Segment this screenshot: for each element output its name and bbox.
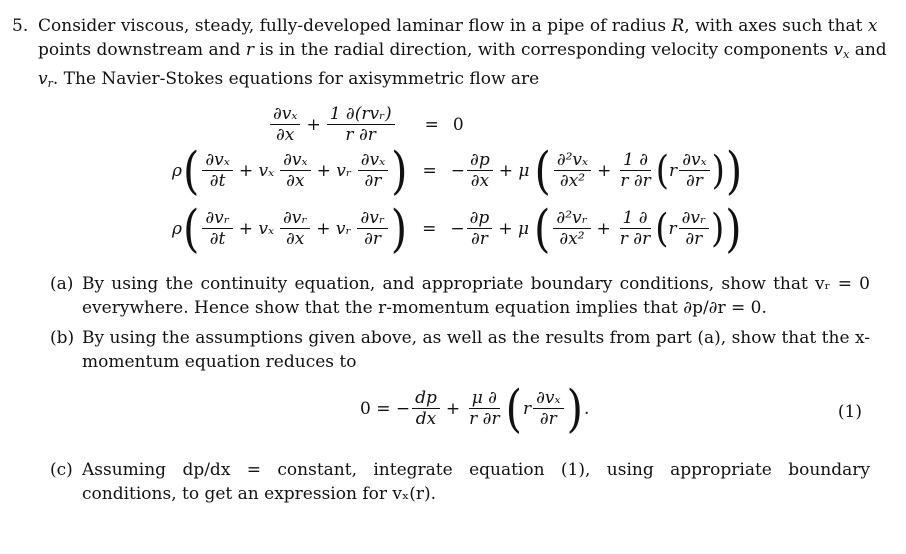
- part-b-text: By using the assumptions given above, as well as the results from part (a), show that the x-momentum equation reduces to: [82, 328, 870, 372]
- part-a-label: (a): [50, 274, 74, 294]
- equation-1: 0 = − $\frac{dp}{dx}$ + $\frac{\mu \partial}{r \partial r}$ ( r $\frac{\text{∂vₓ}}{\partial r}$ ) .: [360, 378, 590, 438]
- equation-number: (1): [837, 402, 862, 422]
- part-a: [50, 272, 870, 320]
- frac-drvr-dr: $\frac{\text{1 ∂(rvᵣ)}}{r \partial r}$: [327, 104, 395, 145]
- r-momentum-equation: ρ ( $\frac{\text{∂vᵣ}}{\partial t}$ + vₓ $\frac{\text{∂vᵣ}}{\partial x}$ + vᵣ $\frac{\text{∂vᵣ}}{\partial r}$ ) = − $\frac{\partial p}{\partial r}$ + μ ( $\frac{\text{∂²vᵣ}}{\text{∂x²}}$ + $\frac{1 \partial}{r \partial r}$ ( r $\frac{\text{∂vᵣ}}{\partial r}$ ) ): [172, 198, 742, 258]
- intro-text: Consider viscous, steady, fully-developed laminar flow in a pipe of radius R, with axes such that x points downstream and r is in the radial direction, with corresponding velocity components $v_x$ and $v_r$. The Navier-Stokes equations for axisymmetric flow are: [38, 16, 887, 90]
- part-c-label: (c): [50, 460, 73, 480]
- part-a-text: By using the continuity equation, and appropriate boundary conditions, show that vᵣ = 0 everywhere. Hence show that the r-momentum equation implies that ∂p/∂r = 0.: [82, 274, 870, 318]
- x-momentum-equation: ρ ( $\frac{\text{∂vₓ}}{\partial t}$ + vₓ $\frac{\text{∂vₓ}}{\partial x}$ + vᵣ $\frac{\text{∂vₓ}}{\partial r}$ ) = − $\frac{\partial p}{\partial x}$ + μ ( $\frac{\text{∂²vₓ}}{\text{∂x²}}$ + $\frac{1 \partial}{r \partial r}$ ( r $\frac{\text{∂vₓ}}{\partial r}$ ) ): [172, 140, 743, 200]
- problem-number: 5.: [12, 16, 29, 36]
- part-c-text: Assuming dp/dx = constant, integrate equation (1), using appropriate boundary conditions, to get an expression for vₓ(r).: [82, 460, 870, 504]
- part-c: [50, 458, 870, 506]
- continuity-equation: $\frac{\text{∂vₓ}}{\partial x}$ + $\frac{\text{1 ∂(rvᵣ)}}{r \partial r}$ = 0: [268, 104, 464, 145]
- part-b-label: (b): [50, 328, 75, 348]
- frac-dvx-dx: $\frac{\text{∂vₓ}}{\partial x}$: [270, 104, 300, 145]
- part-b: [50, 326, 870, 374]
- problem-intro: [12, 14, 892, 96]
